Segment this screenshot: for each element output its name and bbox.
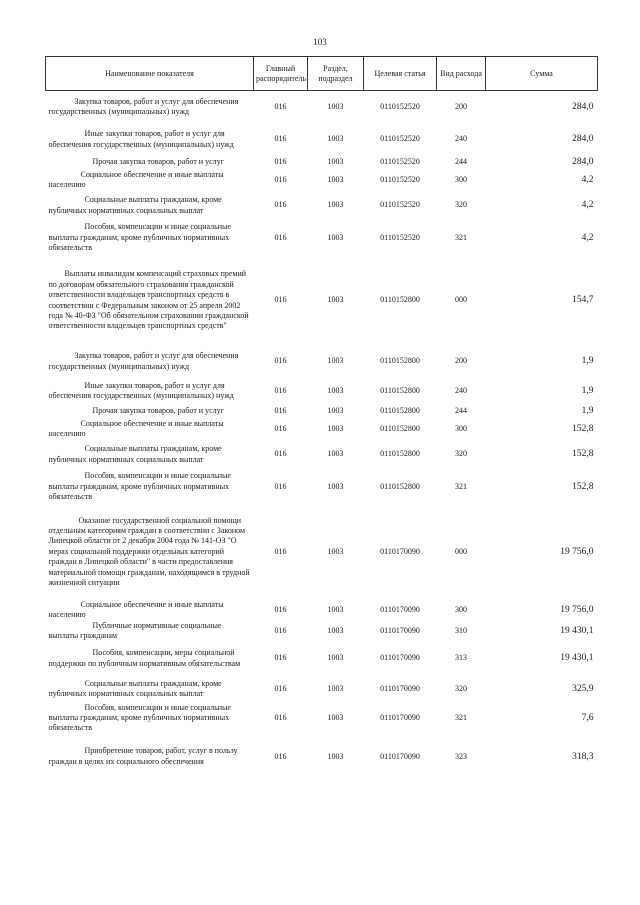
row-type: 321 (455, 712, 467, 722)
row-name: Прочая закупка товаров, работ и услуг (92, 157, 224, 167)
header-target: Целевая статья (364, 57, 437, 91)
row-section: 1003 (327, 174, 344, 184)
row-target: 0110152520 (380, 232, 420, 242)
row-sum: 4,2 (581, 232, 594, 243)
row-chief: 016 (274, 385, 287, 395)
page-number: 103 (313, 37, 327, 47)
row-section: 1003 (327, 546, 344, 556)
table-row (46, 124, 598, 156)
row-type: 320 (455, 683, 467, 693)
row-sum: 154,7 (572, 295, 594, 306)
row-target: 0110152520 (380, 174, 420, 184)
row-chief: 016 (274, 625, 287, 635)
row-chief: 016 (274, 751, 287, 761)
row-target: 0110170090 (380, 683, 420, 693)
row-type: 240 (455, 134, 467, 144)
row-name: Прочая закупка товаров, работ и услуг (92, 406, 224, 416)
row-sum: 19 430,1 (560, 653, 594, 664)
table-row (46, 191, 598, 221)
row-section: 1003 (327, 295, 344, 305)
row-section: 1003 (327, 625, 344, 635)
row-sum: 1,9 (581, 356, 594, 367)
row-type: 320 (455, 449, 467, 459)
row-section: 1003 (327, 423, 344, 433)
row-sum: 19 756,0 (560, 546, 594, 557)
row-chief: 016 (274, 683, 287, 693)
row-chief: 016 (274, 653, 287, 663)
row-section: 1003 (327, 653, 344, 663)
row-type: 321 (455, 232, 467, 242)
row-name: Выплаты инвалидам компенсаций страховых премий по договорам обязательного страхования гражданской ответственности владельцев транспортных средств в соответствии с Федеральным законом от 25 апреля 2002 года № 40-ФЗ "Об обязательном страховании гражданской ответственности владельцев транспортных средств" (48, 269, 249, 331)
row-name: Приобретение товаров, работ, услуг в пользу граждан в целях их социального обеспечения (48, 746, 238, 766)
row-sum: 4,2 (581, 174, 594, 185)
row-chief: 016 (274, 423, 287, 433)
row-name: Социальное обеспечение и иные выплаты населению (48, 599, 224, 619)
header-section: Раздел, подраздел (308, 57, 364, 91)
row-chief: 016 (274, 546, 287, 556)
row-section: 1003 (327, 481, 344, 491)
row-sum: 284,0 (572, 102, 594, 113)
row-type: 300 (455, 174, 467, 184)
table-header-row (46, 57, 598, 91)
row-chief: 016 (274, 406, 287, 416)
row-section: 1003 (327, 604, 344, 614)
header-name: Наименование показателя (46, 57, 254, 91)
row-section: 1003 (327, 200, 344, 210)
row-name: Пособия, компенсации и иные социальные выплаты гражданам, кроме публичных нормативных обязательств (48, 471, 231, 502)
row-chief: 016 (274, 295, 287, 305)
row-chief: 016 (274, 134, 287, 144)
row-target: 0110152800 (380, 406, 420, 416)
row-section: 1003 (327, 134, 344, 144)
row-type: 300 (455, 604, 467, 614)
row-name: Социальные выплаты гражданам, кроме публичных нормативных социальных выплат (48, 195, 222, 215)
row-sum: 325,9 (572, 683, 594, 694)
row-name: Социальные выплаты гражданам, кроме публичных нормативных социальных выплат (48, 678, 222, 698)
row-name: Иные закупки товаров, работ и услуг для обеспечения государственных (муниципальных) нужд (48, 380, 234, 400)
row-section: 1003 (327, 102, 344, 112)
row-target: 0110170090 (380, 751, 420, 761)
table-body (46, 91, 598, 780)
row-section: 1003 (327, 683, 344, 693)
table-row (46, 642, 598, 676)
table-row (46, 505, 598, 600)
row-type: 200 (455, 356, 467, 366)
table-row (46, 419, 598, 440)
row-chief: 016 (274, 200, 287, 210)
row-name: Иные закупки товаров, работ и услуг для обеспечения государственных (муниципальных) нужд (48, 129, 234, 149)
row-sum: 152,8 (572, 481, 594, 492)
row-type: 244 (455, 157, 467, 167)
row-type: 240 (455, 385, 467, 395)
table-row (46, 440, 598, 470)
row-type: 000 (455, 546, 467, 556)
row-chief: 016 (274, 604, 287, 614)
row-section: 1003 (327, 712, 344, 722)
row-chief: 016 (274, 449, 287, 459)
table-row (46, 405, 598, 419)
row-section: 1003 (327, 449, 344, 459)
row-type: 323 (455, 751, 467, 761)
row-type: 200 (455, 102, 467, 112)
row-section: 1003 (327, 356, 344, 366)
row-sum: 1,9 (581, 406, 594, 417)
row-type: 244 (455, 406, 467, 416)
row-name: Социальное обеспечение и иные выплаты населению (48, 418, 224, 438)
row-type: 313 (455, 653, 467, 663)
row-target: 0110170090 (380, 653, 420, 663)
row-section: 1003 (327, 157, 344, 167)
row-sum: 19 756,0 (560, 604, 594, 615)
row-sum: 284,0 (572, 157, 594, 168)
row-target: 0110152800 (380, 356, 420, 366)
table-row (46, 170, 598, 191)
row-chief: 016 (274, 232, 287, 242)
row-target: 0110170090 (380, 546, 420, 556)
table-row (46, 156, 598, 170)
table-row (46, 703, 598, 734)
row-chief: 016 (274, 481, 287, 491)
row-name: Пособия, компенсации и иные социальные выплаты гражданам, кроме публичных нормативных обязательств (48, 222, 231, 253)
row-chief: 016 (274, 102, 287, 112)
table-row (46, 221, 598, 256)
row-target: 0110170090 (380, 604, 420, 614)
row-chief: 016 (274, 712, 287, 722)
header-type: Вид расхода (437, 57, 486, 91)
row-name: Пособия, компенсации, меры социальной поддержки по публичным нормативным обязательствам (48, 648, 241, 668)
row-target: 0110152520 (380, 102, 420, 112)
row-target: 0110152800 (380, 295, 420, 305)
row-name: Публичные нормативные социальные выплаты гражданам (48, 620, 222, 640)
row-section: 1003 (327, 406, 344, 416)
row-type: 300 (455, 423, 467, 433)
table-row (46, 378, 598, 405)
table-row (46, 470, 598, 505)
row-target: 0110170090 (380, 712, 420, 722)
row-sum: 284,0 (572, 134, 594, 145)
row-sum: 152,8 (572, 449, 594, 460)
table-row (46, 734, 598, 780)
row-name: Пособия, компенсации и иные социальные выплаты гражданам, кроме публичных нормативных обязательств (48, 702, 231, 733)
row-target: 0110152520 (380, 134, 420, 144)
header-sum: Сумма (486, 57, 598, 91)
row-section: 1003 (327, 385, 344, 395)
row-type: 310 (455, 625, 467, 635)
table-row (46, 346, 598, 378)
row-sum: 7,6 (581, 712, 594, 723)
table-row (46, 676, 598, 703)
row-target: 0110152800 (380, 449, 420, 459)
expenditure-table (45, 56, 598, 780)
table-row (46, 621, 598, 642)
row-name: Оказание государственной социальной помощи отдельным категориям граждан в соответствии с Законом Липецкой области от 2 декабря 2004 года № 141-ОЗ "О мерах социальной поддержки отдельных категорий граждан в Липецкой области" в части предоставления материальной помощи гражданам, находящимся в трудной жизненной ситуации (48, 515, 250, 588)
row-type: 320 (455, 200, 467, 210)
table-row (46, 91, 598, 124)
header-chief: Главный распорядитель (254, 57, 308, 91)
table-row (46, 600, 598, 621)
row-target: 0110152520 (380, 200, 420, 210)
row-chief: 016 (274, 157, 287, 167)
row-section: 1003 (327, 232, 344, 242)
row-name: Социальное обеспечение и иные выплаты населению (48, 169, 224, 189)
row-type: 321 (455, 481, 467, 491)
row-target: 0110152520 (380, 157, 420, 167)
row-chief: 016 (274, 356, 287, 366)
row-sum: 19 430,1 (560, 625, 594, 636)
row-name: Социальные выплаты гражданам, кроме публичных нормативных социальных выплат (48, 444, 222, 464)
row-sum: 4,2 (581, 200, 594, 211)
table-row (46, 256, 598, 346)
row-target: 0110152800 (380, 385, 420, 395)
row-sum: 1,9 (581, 385, 594, 396)
row-sum: 152,8 (572, 423, 594, 434)
row-type: 000 (455, 295, 467, 305)
row-target: 0110170090 (380, 625, 420, 635)
row-name: Закупка товаров, работ и услуг для обеспечения государственных (муниципальных) нужд (48, 96, 239, 117)
row-sum: 318,3 (572, 751, 594, 762)
row-target: 0110152800 (380, 423, 420, 433)
row-name: Закупка товаров, работ и услуг для обеспечения государственных (муниципальных) нужд (48, 351, 239, 371)
row-section: 1003 (327, 751, 344, 761)
row-target: 0110152800 (380, 481, 420, 491)
row-chief: 016 (274, 174, 287, 184)
